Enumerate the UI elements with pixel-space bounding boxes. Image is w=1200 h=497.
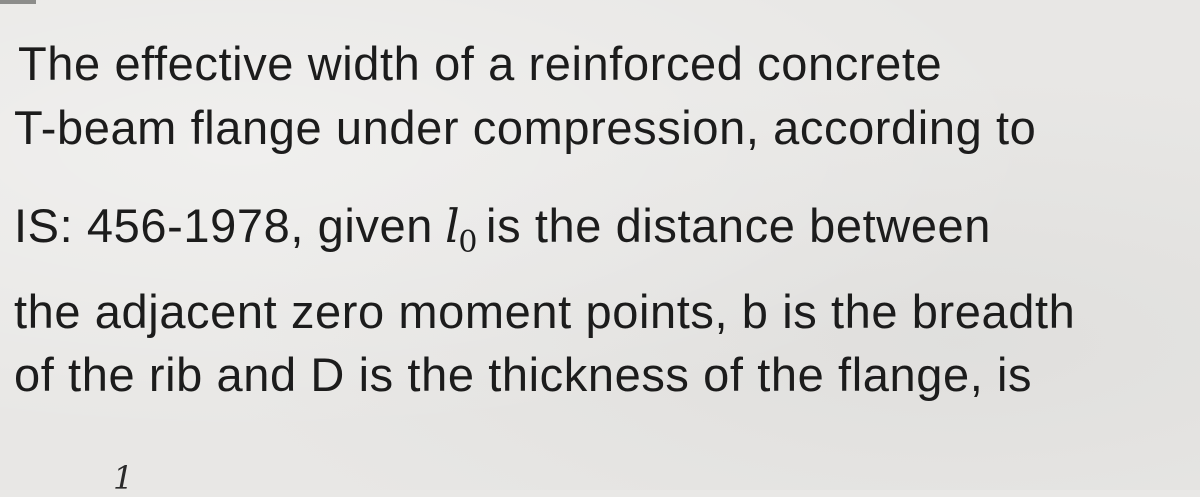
question-line-3-start: IS: 456-1978, given — [14, 199, 434, 252]
question-line-5: of the rib and D is the thickness of the flange, is — [14, 348, 1033, 401]
question-line-4: the adjacent zero moment points, b is the breadth — [14, 285, 1076, 338]
question-line-3 — [14, 198, 992, 260]
edge-mark — [0, 0, 36, 4]
cut-off-fragment: 1 — [113, 459, 134, 497]
question-line-1: The effective width of a reinforced concrete — [18, 37, 943, 90]
distance-symbol-subscript: 0 — [458, 225, 479, 260]
distance-symbol — [445, 199, 479, 260]
distance-symbol-letter: l — [445, 199, 461, 253]
question-line-2: T-beam flange under compression, according to — [14, 101, 1037, 154]
question-line-3-end: is the distance between — [486, 199, 992, 252]
